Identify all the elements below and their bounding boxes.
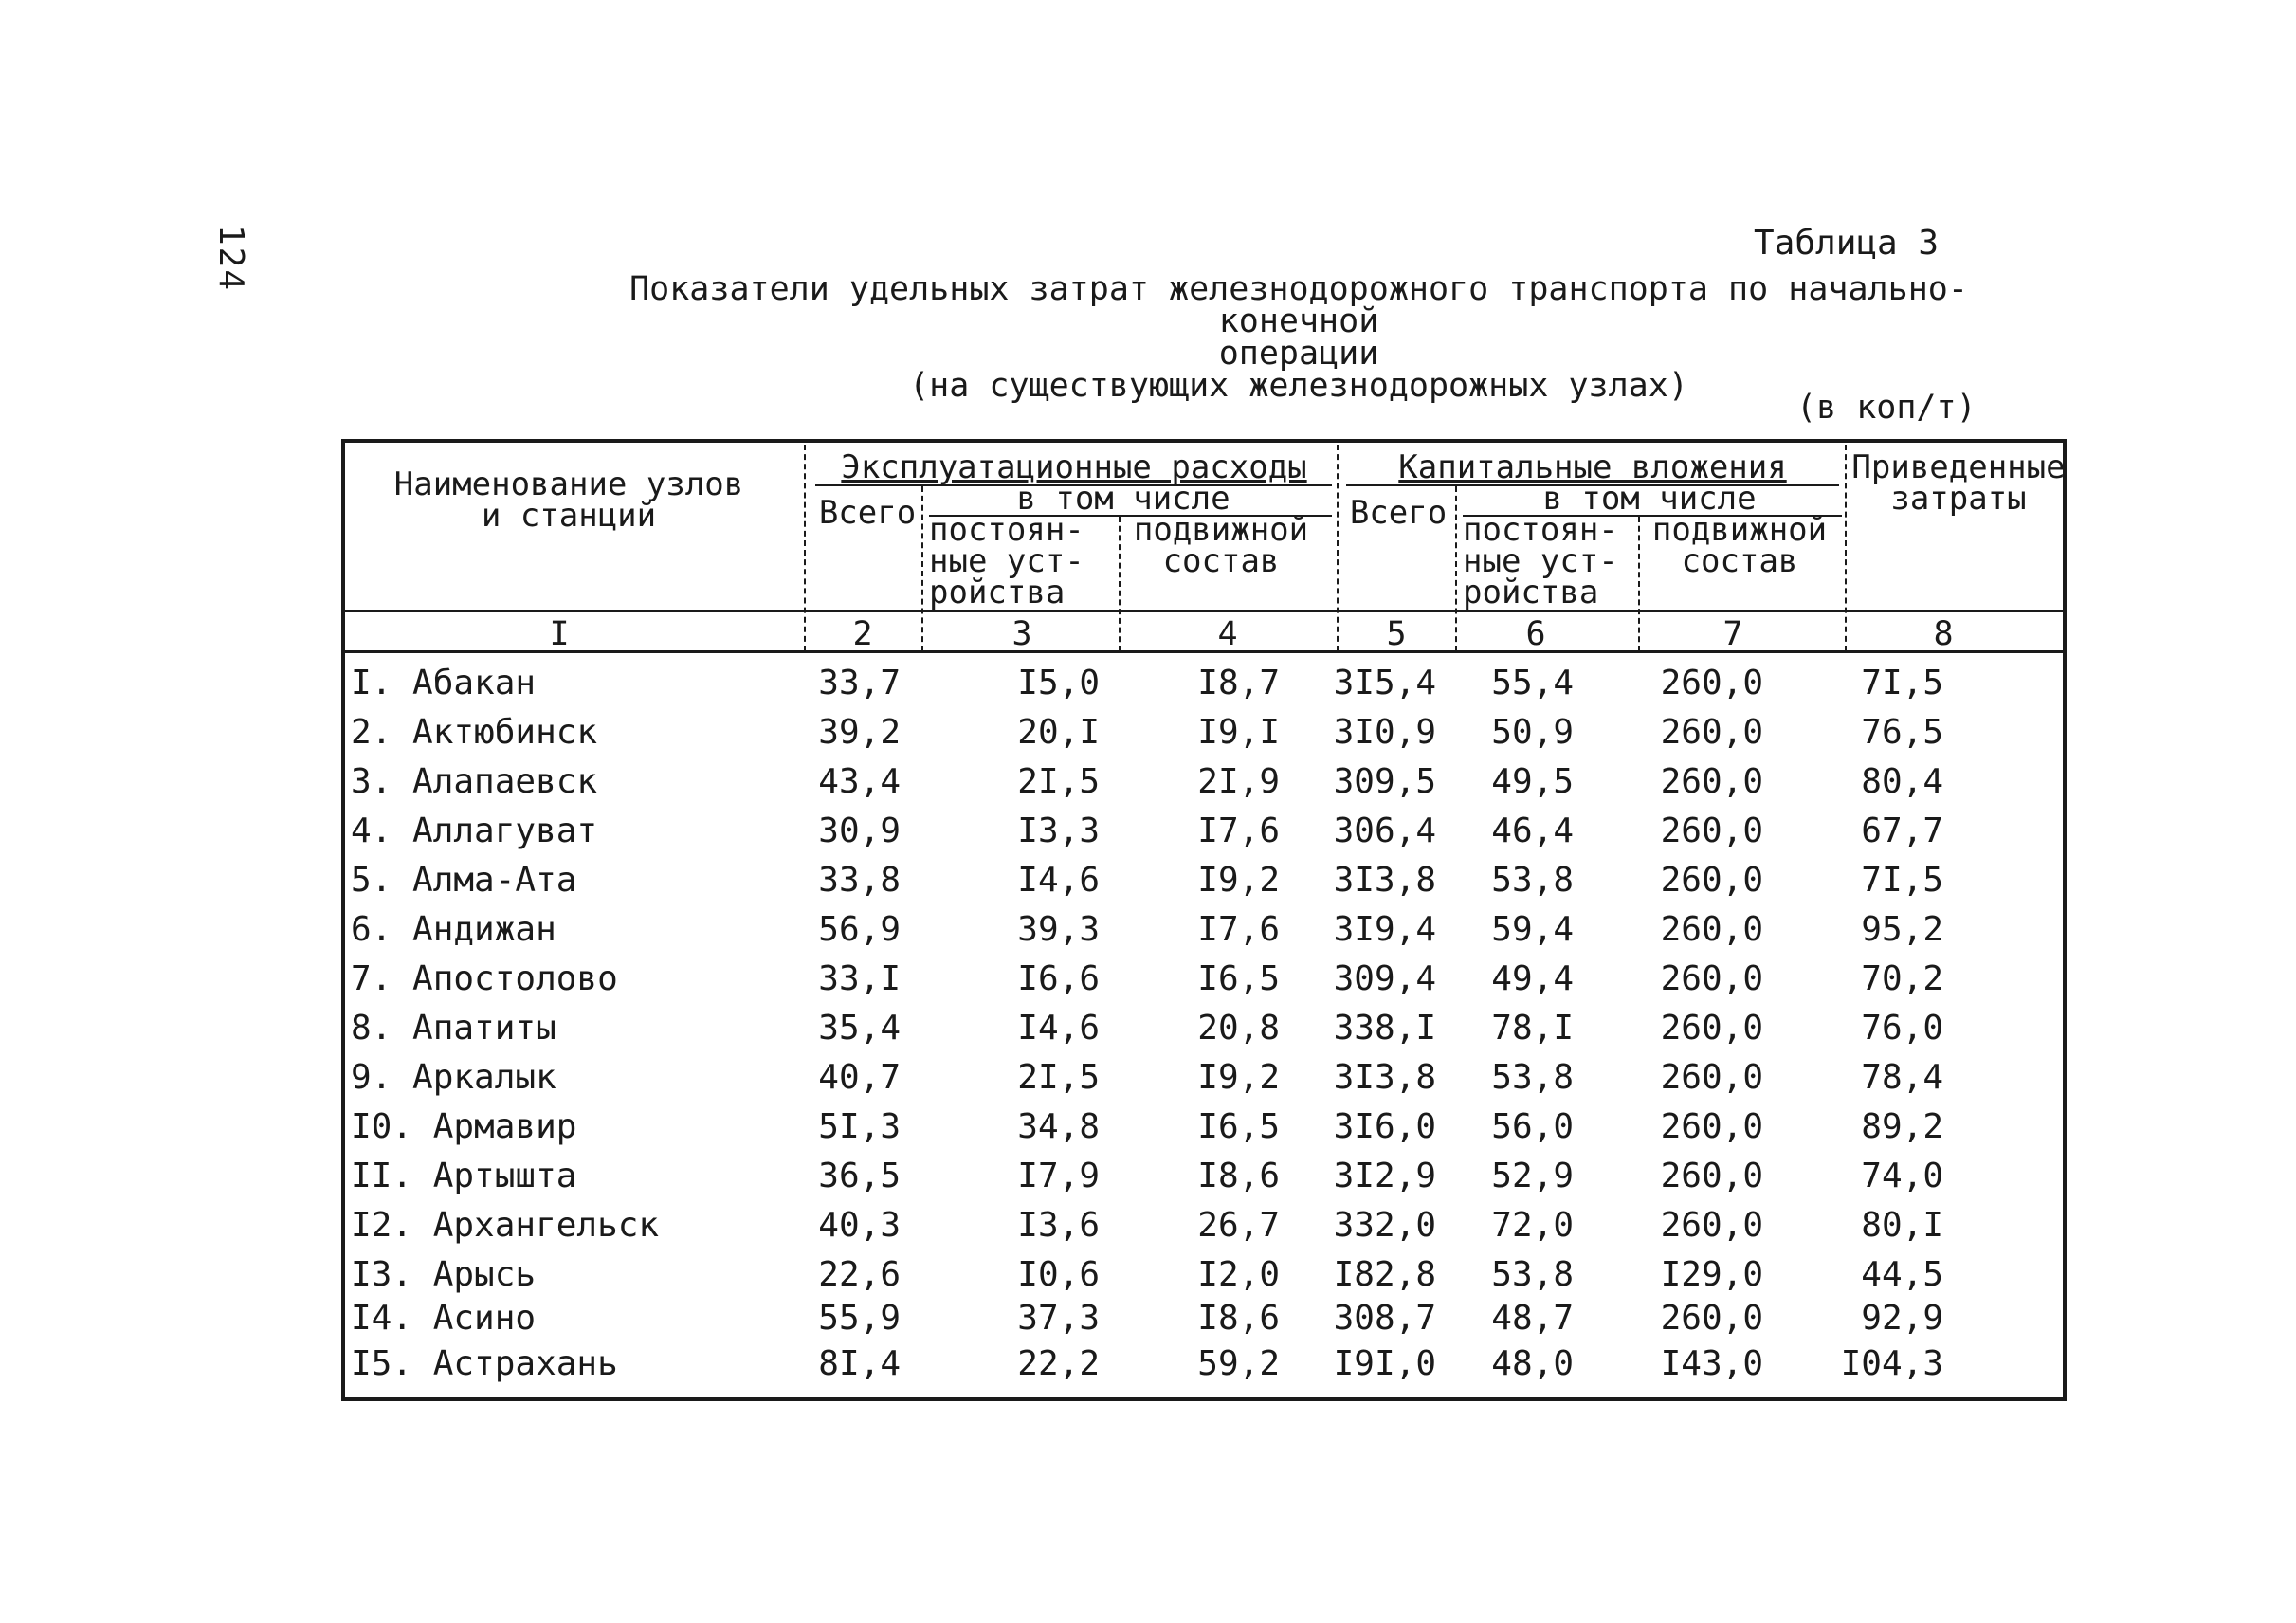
caption-line-2: операции bbox=[1218, 335, 1379, 373]
header-given-costs bbox=[1850, 448, 2067, 518]
table-row bbox=[341, 857, 2067, 906]
caption-line-1: Показатели удельных затрат железнодорожного транспорта по начально-конечной bbox=[629, 270, 1968, 340]
header-exploitation-including: в том числе bbox=[1016, 480, 1230, 518]
station-name: 9. Аркалык bbox=[351, 1058, 556, 1097]
cell-fixed-exploitation: 22,2 bbox=[1017, 1344, 1100, 1383]
cell-total-capital: 3I3,8 bbox=[1333, 1058, 1436, 1097]
cell-total-capital: 3I5,4 bbox=[1333, 664, 1436, 702]
cell-rolling-exploitation: I2,0 bbox=[1197, 1255, 1280, 1294]
cell-fixed-capital: 53,8 bbox=[1491, 1255, 1574, 1294]
station-name: II. Артышта bbox=[351, 1157, 577, 1195]
cell-given-costs: 76,5 bbox=[1861, 713, 1943, 752]
table-row bbox=[341, 1153, 2067, 1202]
cell-total-exploitation: 33,8 bbox=[818, 861, 901, 900]
cell-total-exploitation: 8I,4 bbox=[818, 1344, 901, 1383]
header-exploitation-rolling bbox=[1126, 511, 1316, 580]
column-number-row bbox=[341, 615, 2067, 653]
cell-total-capital: 3I6,0 bbox=[1333, 1107, 1436, 1146]
header-name bbox=[389, 465, 749, 535]
table-row bbox=[341, 709, 2067, 758]
cell-fixed-capital: 53,8 bbox=[1491, 861, 1574, 900]
column-number: 7 bbox=[1722, 615, 1743, 653]
cell-total-capital: I82,8 bbox=[1333, 1255, 1436, 1294]
cell-fixed-exploitation: 39,3 bbox=[1017, 910, 1100, 949]
station-name: I5. Астрахань bbox=[351, 1344, 618, 1383]
units-label: (в коп/т) bbox=[1796, 389, 1977, 427]
cell-given-costs: 67,7 bbox=[1861, 812, 1943, 850]
cell-fixed-exploitation: I3,6 bbox=[1017, 1206, 1100, 1245]
cell-rolling-capital: 260,0 bbox=[1660, 762, 1763, 801]
cell-given-costs: 70,2 bbox=[1861, 959, 1943, 998]
table-row bbox=[341, 1054, 2067, 1103]
page-number: 124 bbox=[211, 225, 250, 293]
cell-given-costs: 92,9 bbox=[1861, 1299, 1943, 1338]
table-row bbox=[341, 1251, 2067, 1295]
cell-total-capital: 308,7 bbox=[1333, 1299, 1436, 1338]
cell-total-exploitation: 33,I bbox=[818, 959, 901, 998]
cell-rolling-exploitation: I6,5 bbox=[1197, 1107, 1280, 1146]
cell-rolling-capital: 260,0 bbox=[1660, 1009, 1763, 1048]
cell-fixed-exploitation: I0,6 bbox=[1017, 1255, 1100, 1294]
cell-total-exploitation: 30,9 bbox=[818, 812, 901, 850]
header-capital-fixed-line-3: ройства bbox=[1463, 574, 1599, 611]
cell-fixed-capital: 78,I bbox=[1491, 1009, 1574, 1048]
header-fixed-line-3: ройства bbox=[929, 574, 1066, 611]
cell-total-exploitation: 56,9 bbox=[818, 910, 901, 949]
table-label: Таблица 3 bbox=[1754, 224, 1940, 263]
column-number: 5 bbox=[1386, 615, 1407, 653]
cell-rolling-capital: 260,0 bbox=[1660, 713, 1763, 752]
header-rolling-line-1: подвижной bbox=[1133, 511, 1309, 549]
cell-total-exploitation: 43,4 bbox=[818, 762, 901, 801]
cell-rolling-exploitation: 20,8 bbox=[1197, 1009, 1280, 1048]
cell-rolling-capital: 260,0 bbox=[1660, 1107, 1763, 1146]
header-fixed-line-1: постоян- bbox=[929, 511, 1084, 549]
header-name-line-1: Наименование узлов bbox=[393, 465, 744, 503]
station-name: I4. Асино bbox=[351, 1299, 537, 1338]
cell-total-capital: 309,4 bbox=[1333, 959, 1436, 998]
cell-fixed-capital: 50,9 bbox=[1491, 713, 1574, 752]
header-capital: Капитальные вложения bbox=[1398, 448, 1787, 486]
cell-rolling-capital: 260,0 bbox=[1660, 1157, 1763, 1195]
station-name: I0. Армавир bbox=[351, 1107, 577, 1146]
cell-fixed-capital: 48,0 bbox=[1491, 1344, 1574, 1383]
cell-rolling-capital: 260,0 bbox=[1660, 959, 1763, 998]
capital-including-underline bbox=[1463, 515, 1842, 517]
column-number: I bbox=[549, 615, 570, 653]
station-name: I. Абакан bbox=[351, 664, 537, 702]
cell-fixed-capital: 49,4 bbox=[1491, 959, 1574, 998]
cell-total-capital: 338,I bbox=[1333, 1009, 1436, 1048]
header-exploitation: Эксплуатационные расходы bbox=[841, 448, 1307, 486]
header-capital-fixed bbox=[1463, 511, 1643, 611]
cell-fixed-exploitation: I4,6 bbox=[1017, 861, 1100, 900]
column-number: 4 bbox=[1217, 615, 1238, 653]
cell-fixed-exploitation: I6,6 bbox=[1017, 959, 1100, 998]
column-number: 2 bbox=[852, 615, 873, 653]
cell-given-costs: I04,3 bbox=[1840, 1344, 1943, 1383]
cell-fixed-exploitation: I5,0 bbox=[1017, 664, 1100, 702]
cell-total-capital: 3I3,8 bbox=[1333, 861, 1436, 900]
cell-fixed-exploitation: 37,3 bbox=[1017, 1299, 1100, 1338]
station-name: 4. Аллагуват bbox=[351, 812, 598, 850]
cell-fixed-exploitation: 34,8 bbox=[1017, 1107, 1100, 1146]
table-row bbox=[341, 808, 2067, 857]
cell-rolling-capital: 260,0 bbox=[1660, 664, 1763, 702]
cell-rolling-exploitation: 26,7 bbox=[1197, 1206, 1280, 1245]
cell-fixed-capital: 59,4 bbox=[1491, 910, 1574, 949]
station-name: 3. Алапаевск bbox=[351, 762, 598, 801]
station-name: I3. Арысь bbox=[351, 1255, 537, 1294]
cell-fixed-capital: 46,4 bbox=[1491, 812, 1574, 850]
cell-rolling-exploitation: I6,5 bbox=[1197, 959, 1280, 998]
cell-rolling-exploitation: I9,2 bbox=[1197, 1058, 1280, 1097]
station-name: 7. Апостолово bbox=[351, 959, 618, 998]
cell-total-exploitation: 5I,3 bbox=[818, 1107, 901, 1146]
cell-fixed-capital: 72,0 bbox=[1491, 1206, 1574, 1245]
table-row bbox=[341, 1202, 2067, 1251]
cell-rolling-capital: 260,0 bbox=[1660, 1299, 1763, 1338]
header-rolling-line-2: состав bbox=[1162, 542, 1280, 580]
table-row bbox=[341, 1295, 2067, 1340]
cell-fixed-capital: 53,8 bbox=[1491, 1058, 1574, 1097]
cell-fixed-exploitation: 2I,5 bbox=[1017, 1058, 1100, 1097]
station-name: 2. Актюбинск bbox=[351, 713, 598, 752]
cell-total-capital: 3I2,9 bbox=[1333, 1157, 1436, 1195]
cell-fixed-capital: 49,5 bbox=[1491, 762, 1574, 801]
header-capital-including: в том числе bbox=[1542, 480, 1757, 518]
header-capital-rolling-line-2: состав bbox=[1681, 542, 1798, 580]
header-exploitation-fixed bbox=[929, 511, 1109, 611]
header-name-line-2: и станций bbox=[481, 497, 657, 535]
cell-total-exploitation: 55,9 bbox=[818, 1299, 901, 1338]
column-number: 3 bbox=[1011, 615, 1032, 653]
station-name: 8. Апатиты bbox=[351, 1009, 556, 1048]
cell-total-capital: I9I,0 bbox=[1333, 1344, 1436, 1383]
cell-total-exploitation: 36,5 bbox=[818, 1157, 901, 1195]
column-number: 8 bbox=[1933, 615, 1954, 653]
cell-rolling-capital: I29,0 bbox=[1660, 1255, 1763, 1294]
table-row bbox=[341, 1340, 2067, 1390]
header-capital-total: Всего bbox=[1349, 494, 1448, 532]
cell-rolling-capital: 260,0 bbox=[1660, 1206, 1763, 1245]
data-table bbox=[341, 439, 2067, 1401]
exploitation-including-underline bbox=[929, 515, 1332, 517]
cell-rolling-capital: 260,0 bbox=[1660, 1058, 1763, 1097]
exploitation-underline bbox=[815, 484, 1332, 486]
cell-given-costs: 74,0 bbox=[1861, 1157, 1943, 1195]
header-given-line-1: Приведенные bbox=[1851, 448, 2066, 486]
cell-rolling-exploitation: I9,I bbox=[1197, 713, 1280, 752]
capital-underline bbox=[1346, 484, 1839, 486]
table-body bbox=[341, 660, 2067, 1390]
table-row bbox=[341, 1103, 2067, 1153]
cell-given-costs: 7I,5 bbox=[1861, 861, 1943, 900]
cell-total-exploitation: 40,3 bbox=[818, 1206, 901, 1245]
header-exploitation-total: Всего bbox=[818, 494, 917, 532]
cell-rolling-exploitation: I7,6 bbox=[1197, 910, 1280, 949]
cell-fixed-exploitation: 2I,5 bbox=[1017, 762, 1100, 801]
cell-fixed-exploitation: I3,3 bbox=[1017, 812, 1100, 850]
cell-given-costs: 80,4 bbox=[1861, 762, 1943, 801]
table-row bbox=[341, 956, 2067, 1005]
cell-given-costs: 80,I bbox=[1861, 1206, 1943, 1245]
cell-fixed-capital: 56,0 bbox=[1491, 1107, 1574, 1146]
station-name: I2. Архангельск bbox=[351, 1206, 660, 1245]
cell-rolling-capital: 260,0 bbox=[1660, 861, 1763, 900]
station-name: 6. Андижан bbox=[351, 910, 556, 949]
header-capital-rolling-line-1: подвижной bbox=[1651, 511, 1828, 549]
caption-line-3: (на существующих железнодорожных узлах) bbox=[909, 367, 1688, 405]
cell-fixed-exploitation: I7,9 bbox=[1017, 1157, 1100, 1195]
cell-total-exploitation: 35,4 bbox=[818, 1009, 901, 1048]
cell-total-capital: 3I9,4 bbox=[1333, 910, 1436, 949]
cell-fixed-capital: 48,7 bbox=[1491, 1299, 1574, 1338]
cell-rolling-exploitation: I8,6 bbox=[1197, 1299, 1280, 1338]
cell-given-costs: 89,2 bbox=[1861, 1107, 1943, 1146]
cell-rolling-exploitation: I9,2 bbox=[1197, 861, 1280, 900]
cell-rolling-capital: 260,0 bbox=[1660, 910, 1763, 949]
cell-fixed-capital: 55,4 bbox=[1491, 664, 1574, 702]
table-row bbox=[341, 660, 2067, 709]
column-number: 6 bbox=[1525, 615, 1546, 653]
table-row bbox=[341, 758, 2067, 808]
cell-given-costs: 44,5 bbox=[1861, 1255, 1943, 1294]
cell-fixed-exploitation: I4,6 bbox=[1017, 1009, 1100, 1048]
cell-total-exploitation: 22,6 bbox=[818, 1255, 901, 1294]
cell-given-costs: 95,2 bbox=[1861, 910, 1943, 949]
cell-rolling-capital: 260,0 bbox=[1660, 812, 1763, 850]
cell-rolling-exploitation: I8,7 bbox=[1197, 664, 1280, 702]
cell-total-capital: 309,5 bbox=[1333, 762, 1436, 801]
header-given-line-2: затраты bbox=[1890, 480, 2027, 518]
cell-given-costs: 76,0 bbox=[1861, 1009, 1943, 1048]
cell-given-costs: 78,4 bbox=[1861, 1058, 1943, 1097]
cell-total-exploitation: 40,7 bbox=[818, 1058, 901, 1097]
cell-rolling-capital: I43,0 bbox=[1660, 1344, 1763, 1383]
cell-fixed-exploitation: 20,I bbox=[1017, 713, 1100, 752]
header-bottom-rule bbox=[341, 610, 2067, 612]
cell-rolling-exploitation: I7,6 bbox=[1197, 812, 1280, 850]
cell-rolling-exploitation: I8,6 bbox=[1197, 1157, 1280, 1195]
header-capital-fixed-line-1: постоян- bbox=[1463, 511, 1618, 549]
cell-total-capital: 3I0,9 bbox=[1333, 713, 1436, 752]
table-row bbox=[341, 1005, 2067, 1054]
cell-total-exploitation: 39,2 bbox=[818, 713, 901, 752]
cell-rolling-exploitation: 2I,9 bbox=[1197, 762, 1280, 801]
cell-given-costs: 7I,5 bbox=[1861, 664, 1943, 702]
header-capital-rolling bbox=[1645, 511, 1834, 580]
cell-fixed-capital: 52,9 bbox=[1491, 1157, 1574, 1195]
cell-total-capital: 332,0 bbox=[1333, 1206, 1436, 1245]
station-name: 5. Алма-Ата bbox=[351, 861, 577, 900]
cell-total-exploitation: 33,7 bbox=[818, 664, 901, 702]
cell-rolling-exploitation: 59,2 bbox=[1197, 1344, 1280, 1383]
table-caption bbox=[550, 270, 2048, 405]
header-fixed-line-2: ные уст- bbox=[929, 542, 1084, 580]
table-row bbox=[341, 906, 2067, 956]
header-capital-fixed-line-2: ные уст- bbox=[1463, 542, 1618, 580]
cell-total-capital: 306,4 bbox=[1333, 812, 1436, 850]
